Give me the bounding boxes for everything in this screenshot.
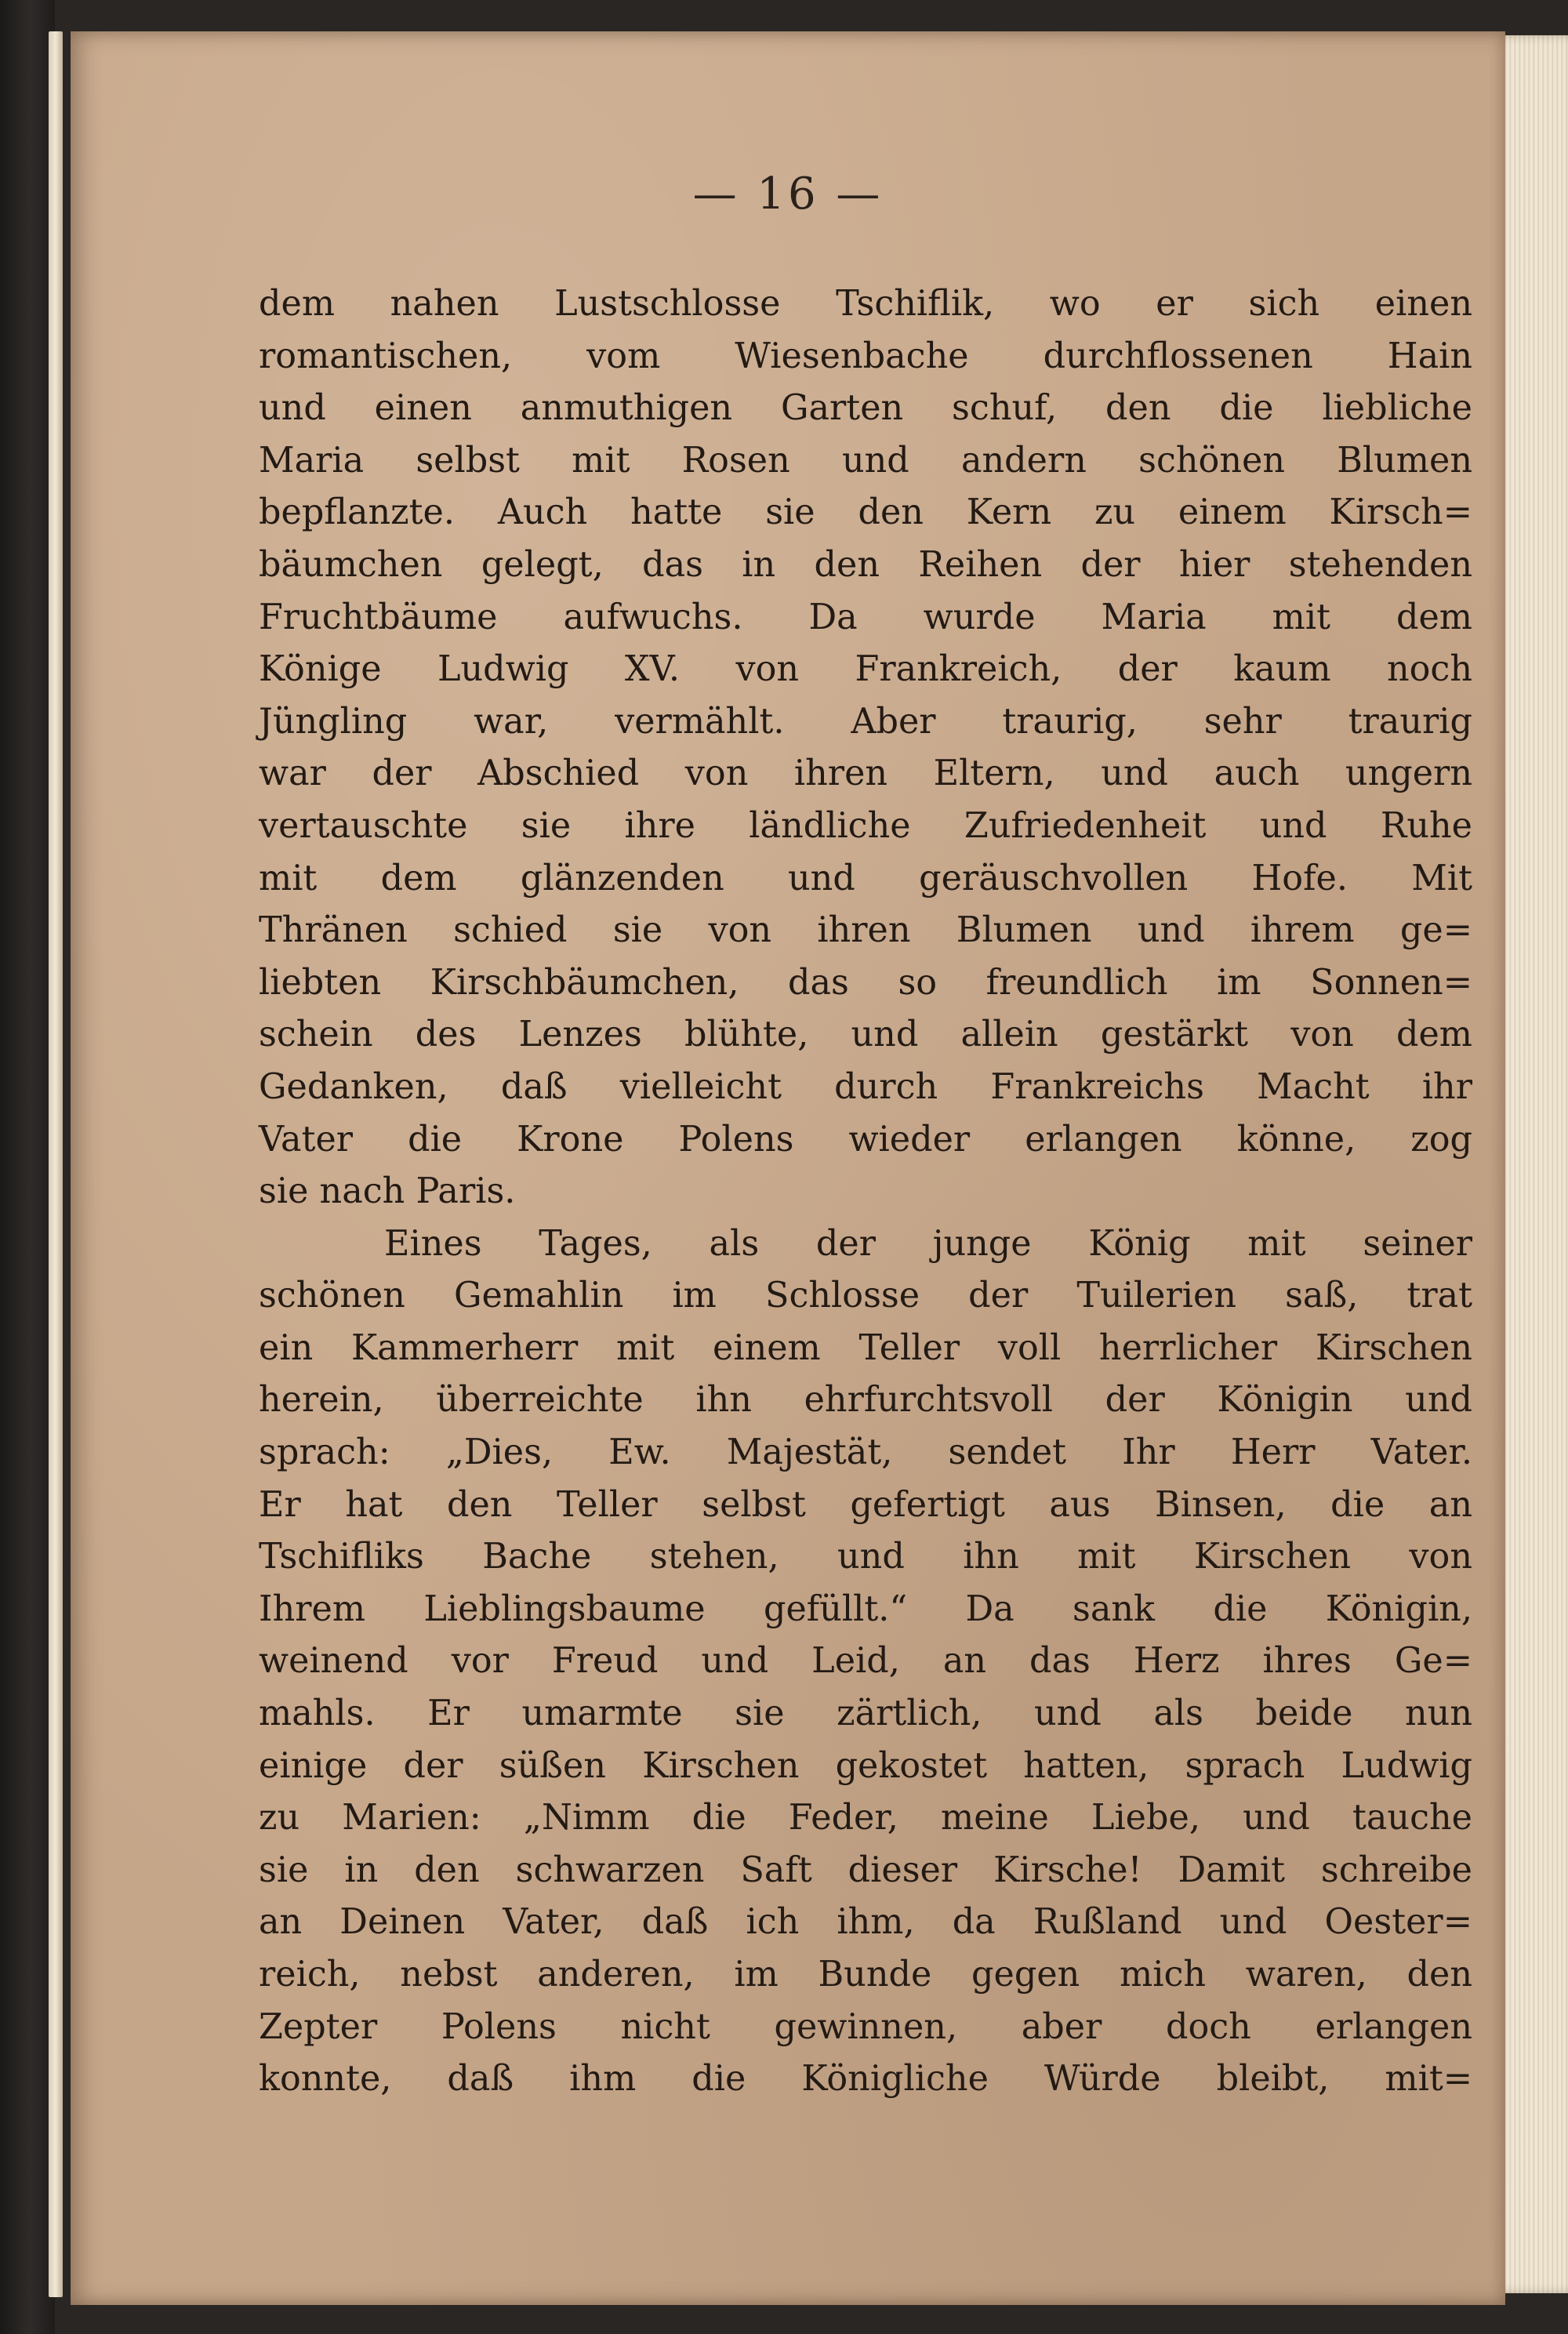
text-line: bepflanzte. Auch hatte sie den Kern zu einem Kirsch=: [259, 492, 1472, 533]
text-line: Maria selbst mit Rosen und andern schönen Blumen: [259, 440, 1472, 481]
binding-edge: [49, 31, 63, 2297]
text-line: reich, nebst anderen, im Bunde gegen mich waren, den: [259, 1955, 1472, 1995]
text-line: romantischen, vom Wiesenbache durchflossenen Hain: [259, 336, 1472, 376]
text-line: Fruchtbäume aufwuchs. Da wurde Maria mit dem: [259, 597, 1472, 637]
text-line: an Deinen Vater, daß ich ihm, da Rußland und Oester=: [259, 1902, 1472, 1943]
text-line: Ihrem Lieblingsbaume gefüllt.“ Da sank die Königin,: [259, 1588, 1472, 1629]
text-line: konnte, daß ihm die Königliche Würde bleibt, mit=: [259, 2059, 1472, 2100]
text-line: dem nahen Lustschlosse Tschiflik, wo er sich einen: [259, 284, 1472, 324]
text-line: und einen anmuthigen Garten schuf, den die liebliche: [259, 388, 1472, 429]
text-line: Zepter Polens nicht gewinnen, aber doch erlangen: [259, 2006, 1472, 2047]
text-line: ein Kammerherr mit einem Teller voll herrlicher Kirschen: [259, 1327, 1472, 1368]
text-line: bäumchen gelegt, das in den Reihen der hier stehenden: [259, 544, 1472, 585]
text-line: mit dem glänzenden und geräuschvollen Hofe. Mit: [259, 858, 1472, 898]
body-text: [259, 278, 1472, 2106]
paragraph-end-line: sie nach Paris.: [259, 1171, 516, 1212]
text-line: Könige Ludwig XV. von Frankreich, der kaum noch: [259, 649, 1472, 690]
text-line: Tschifliks Bache stehen, und ihn mit Kirschen von: [259, 1537, 1472, 1577]
text-line: Er hat den Teller selbst gefertigt aus Binsen, die an: [259, 1484, 1472, 1525]
text-line: mahls. Er umarmte sie zärtlich, und als beide nun: [259, 1693, 1472, 1734]
text-line: einige der süßen Kirschen gekostet hatten, sprach Ludwig: [259, 1745, 1472, 1786]
text-line: Jüngling war, vermählt. Aber traurig, sehr traurig: [259, 701, 1472, 742]
text-line: schönen Gemahlin im Schlosse der Tuilerien saß, trat: [259, 1276, 1472, 1316]
text-line: Gedanken, daß vielleicht durch Frankreichs Macht ihr: [259, 1066, 1472, 1107]
text-line: zu Marien: „Nimm die Feder, meine Liebe, und tauche: [259, 1798, 1472, 1839]
page-number: — 16 —: [692, 169, 884, 220]
book-page: [71, 31, 1505, 2305]
text-line: sie in den schwarzen Saft dieser Kirsche! Damit schreibe: [259, 1849, 1472, 1890]
text-line: war der Abschied von ihren Eltern, und auch ungern: [259, 753, 1472, 794]
text-line: Thränen schied sie von ihren Blumen und ihrem ge=: [259, 910, 1472, 951]
book-binding: [0, 0, 55, 2334]
text-line: herein, überreichte ihn ehrfurchtsvoll der Königin und: [259, 1380, 1472, 1421]
text-line: sprach: „Dies, Ew. Majestät, sendet Ihr Herr Vater.: [259, 1432, 1472, 1473]
text-line: vertauschte sie ihre ländliche Zufriedenheit und Ruhe: [259, 805, 1472, 846]
text-line: liebten Kirschbäumchen, das so freundlich im Sonnen=: [259, 962, 1472, 1003]
text-line: weinend vor Freud und Leid, an das Herz ihres Ge=: [259, 1641, 1472, 1682]
paragraph-start-line: Eines Tages, als der junge König mit seiner: [384, 1223, 1472, 1264]
text-line: schein des Lenzes blühte, und allein gestärkt von dem: [259, 1015, 1472, 1055]
text-line: Vater die Krone Polens wieder erlangen könne, zog: [259, 1119, 1472, 1160]
